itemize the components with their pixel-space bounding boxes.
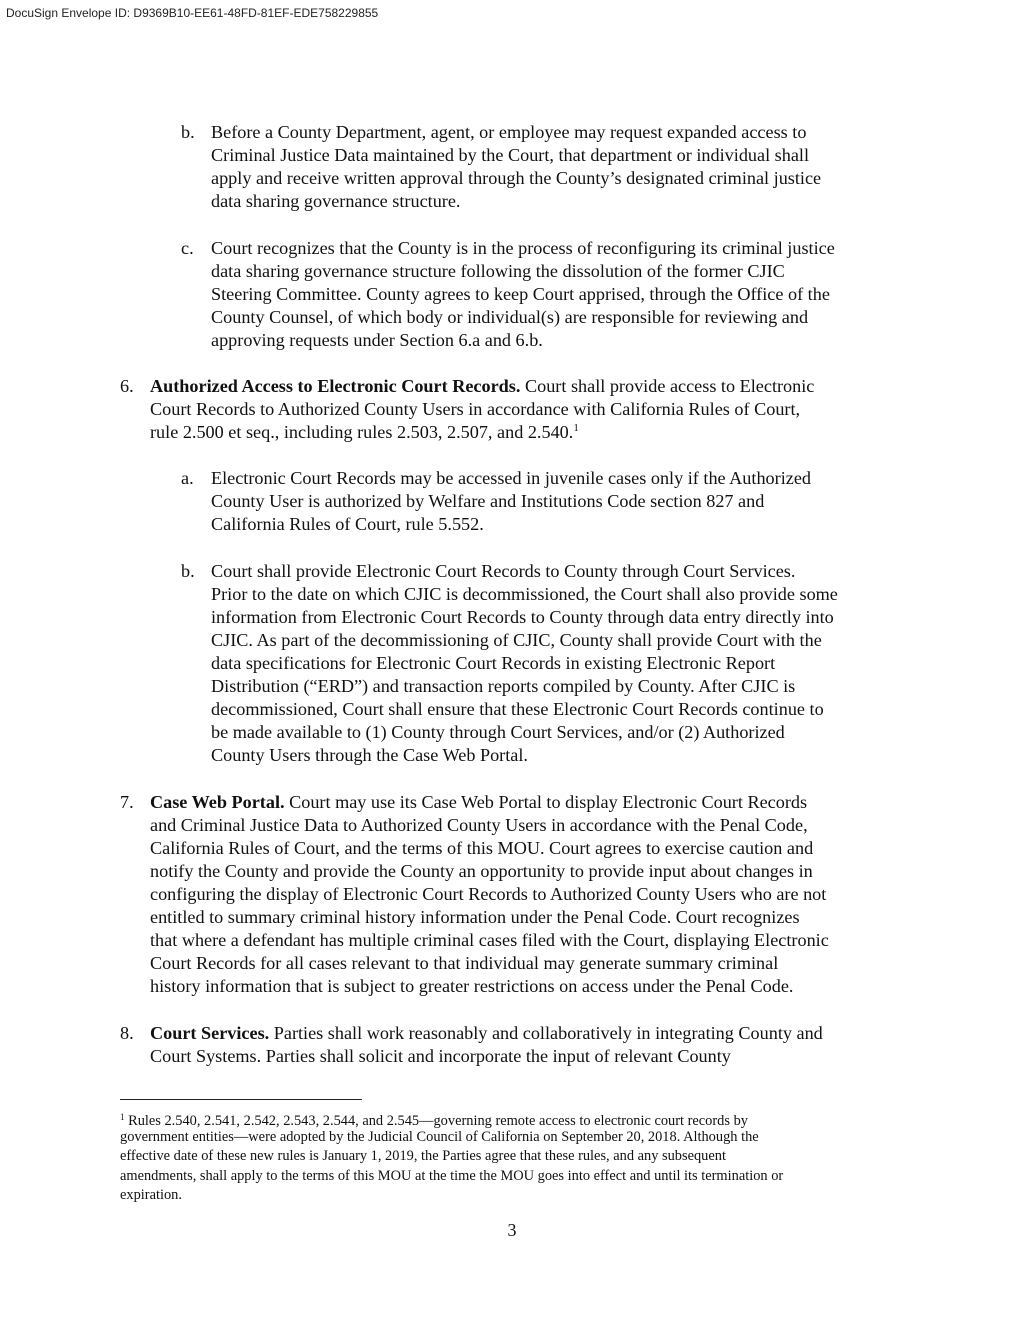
docusign-envelope-id: DocuSign Envelope ID: D9369B10-EE61-48FD-81EF-EDE758229855 — [6, 6, 379, 20]
section-heading: Court Services. — [150, 1023, 270, 1043]
paragraph-6: Authorized Access to Electronic Court Records. Court shall provide access to Electronic Court Records to Authorized County Users in accordance with California Rules of Court, rule 2.500 et seq., including rules 2.503, 2.507, and 2.540.$^1$ — [150, 376, 815, 442]
section-heading: Case Web Portal. — [150, 792, 285, 812]
list-marker: c. — [181, 238, 194, 258]
paragraph-6a: Electronic Court Records may be accessed in juvenile cases only if the Authorized County User is authorized by Welfare and Institutions Code section 827 and California Rules of Court, rule 5.552. — [211, 468, 811, 534]
list-marker: a. — [181, 468, 194, 488]
section-number: 7. — [120, 792, 134, 812]
footnote-separator — [120, 1099, 362, 1100]
list-marker: b. — [181, 122, 195, 142]
footnote-reference[interactable]: 1 — [573, 422, 579, 434]
paragraph-7: Case Web Portal. Court may use its Case Web Portal to display Electronic Court Records and Criminal Justice Data to Authorized County Users in accordance with the Penal Code, California Rules of Court, and the terms of this MOU. Court agrees to exercise caution and notify the County and provide the County an opportunity to provide input about changes in configuring the display of Electronic Court Records to Authorized County Users who are not entitled to summary criminal history information under the Penal Code. Court recognizes that where a defendant has multiple criminal cases filed with the Court, displaying Electronic Court Records for all cases relevant to that individual may generate summary criminal history information that is subject to greater restrictions on access under the Penal Code. — [150, 792, 829, 996]
paragraph-5c: Court recognizes that the County is in the process of reconfiguring its criminal justice data sharing governance structure following the dissolution of the former CJIC Steering Committee. County agrees to keep Court apprised, through the Office of the County Counsel, of which body or individual(s) are responsible for reviewing and approving requests under Section 6.a and 6.b. — [211, 238, 835, 350]
paragraph-8: Court Services. Parties shall work reasonably and collaboratively in integrating County and Court Systems. Parties shall solicit and incorporate the input of relevant County — [150, 1023, 823, 1066]
section-heading: Authorized Access to Electronic Court Records. — [150, 376, 521, 396]
paragraph-5b: Before a County Department, agent, or employee may request expanded access to Criminal Justice Data maintained by the Court, that department or individual shall apply and receive written approval through the County’s designated criminal justice data sharing governance structure. — [211, 122, 822, 211]
page-number: 3 — [507, 1220, 517, 1240]
paragraph-6b: Court shall provide Electronic Court Records to County through Court Services. Prior to the date on which CJIC is decommissioned, the Court shall also provide some information from Electronic Court Records to County through data entry directly into CJIC. As part of the decommissioning of CJIC, County shall provide Court with the data specifications for Electronic Court Records in existing Electronic Report Distribution (“ERD”) and transaction reports compiled by County. After CJIC is decommissioned, Court shall ensure that these Electronic Court Records continue to be made available to (1) County through Court Services, and/or (2) Authorized County Users through the Case Web Portal. — [211, 561, 838, 765]
list-marker: b. — [181, 561, 195, 581]
footnote: $^1$ Rules 2.540, 2.541, 2.542, 2.543, 2.544, and 2.545—governing remote access to electronic court records by government entities—were adopted by the Judicial Council of California on September 20, 2018. Although the effective date of these new rules is January 1, 2019, the Parties agree that these rules, and any subsequent amendments, shall apply to the terms of this MOU at the time the MOU goes into effect and until its termination or expiration. — [120, 1112, 784, 1203]
section-number: 6. — [120, 376, 134, 396]
section-number: 8. — [120, 1023, 134, 1043]
footnote-number: 1 — [120, 1112, 125, 1122]
